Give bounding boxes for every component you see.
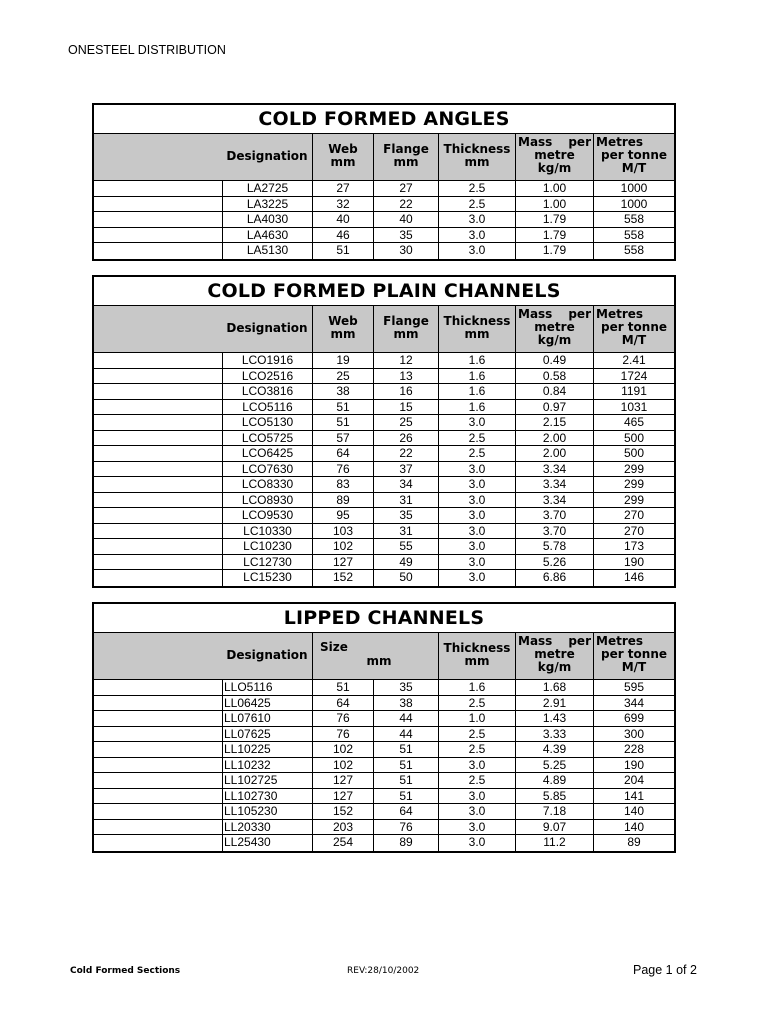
col-mass: Mass per metre kg/m (515, 134, 593, 180)
cell-fl: 44 (373, 727, 438, 742)
cell-ms: 0.58 (515, 369, 593, 384)
cell-mt: 465 (593, 415, 674, 430)
cell-ms: 0.49 (515, 353, 593, 368)
table-row (94, 742, 674, 758)
cell-fl: 26 (373, 431, 438, 446)
cell-ms: 3.34 (515, 493, 593, 508)
cell-th: 3.0 (438, 477, 515, 492)
table-row (94, 727, 674, 743)
cell-ms: 2.15 (515, 415, 593, 430)
cell-ms: 1.79 (515, 228, 593, 243)
cell-web: 89 (312, 493, 373, 508)
cell-web: 19 (312, 353, 373, 368)
cell-th: 2.5 (438, 727, 515, 742)
cell-web: 152 (312, 804, 373, 819)
cell-mt: 299 (593, 477, 674, 492)
cell-fl: 38 (373, 696, 438, 711)
cell-fl: 16 (373, 384, 438, 399)
cell-des: LC15230 (222, 570, 312, 586)
cell-th: 3.0 (438, 524, 515, 539)
cell-des: LA4630 (222, 228, 312, 243)
table-row (94, 446, 674, 462)
cell-web: 57 (312, 431, 373, 446)
cell-mt: 1191 (593, 384, 674, 399)
cell-mt: 1000 (593, 181, 674, 196)
cell-fl: 40 (373, 212, 438, 227)
cell-mt: 140 (593, 820, 674, 835)
table-row (94, 400, 674, 416)
cell-fl: 51 (373, 758, 438, 773)
col-web: Web mm (312, 306, 373, 352)
cell-fl: 35 (373, 680, 438, 695)
plain-channels-header (94, 306, 674, 353)
cell-web: 127 (312, 789, 373, 804)
cell-des: LC10330 (222, 524, 312, 539)
plain-channels-table (92, 275, 676, 588)
table-row (94, 789, 674, 805)
cell-mt: 1031 (593, 400, 674, 415)
cell-ms: 1.79 (515, 212, 593, 227)
cell-th: 2.5 (438, 696, 515, 711)
cell-mt: 190 (593, 758, 674, 773)
table-row (94, 508, 674, 524)
table-row (94, 555, 674, 571)
cell-th: 3.0 (438, 804, 515, 819)
cell-ms: 3.34 (515, 477, 593, 492)
cell-des: LCO8330 (222, 477, 312, 492)
cell-th: 3.0 (438, 758, 515, 773)
cell-des: LCO2516 (222, 369, 312, 384)
cell-des: LL102725 (222, 773, 312, 788)
cell-des: LA2725 (222, 181, 312, 196)
cell-mt: 500 (593, 446, 674, 461)
cell-ms: 11.2 (515, 835, 593, 851)
cell-ms: 5.25 (515, 758, 593, 773)
cell-des: LA5130 (222, 243, 312, 259)
cell-ms: 7.18 (515, 804, 593, 819)
cell-web: 102 (312, 758, 373, 773)
cell-fl: 50 (373, 570, 438, 586)
plain-channels-body (94, 353, 674, 586)
cell-des: LL20330 (222, 820, 312, 835)
cell-fl: 31 (373, 493, 438, 508)
cell-fl: 34 (373, 477, 438, 492)
cell-th: 2.5 (438, 197, 515, 212)
cell-th: 3.0 (438, 228, 515, 243)
cell-th: 3.0 (438, 493, 515, 508)
table-row (94, 415, 674, 431)
cell-web: 102 (312, 539, 373, 554)
cell-des: LL25430 (222, 835, 312, 851)
cell-mt: 595 (593, 680, 674, 695)
col-designation: Designation (226, 321, 308, 335)
cell-mt: 1724 (593, 369, 674, 384)
cell-ms: 2.00 (515, 446, 593, 461)
cell-th: 2.5 (438, 431, 515, 446)
col-flange: Flange mm (373, 306, 438, 352)
cell-des: LC12730 (222, 555, 312, 570)
cell-des: LC10230 (222, 539, 312, 554)
angles-body (94, 181, 674, 259)
cell-web: 40 (312, 212, 373, 227)
cell-th: 1.6 (438, 400, 515, 415)
col-thickness: Thickness mm (438, 134, 515, 180)
footer-doc-title: Cold Formed Sections (70, 966, 181, 976)
cell-web: 25 (312, 369, 373, 384)
table-row (94, 197, 674, 213)
cell-des: LCO6425 (222, 446, 312, 461)
cell-th: 3.0 (438, 820, 515, 835)
cell-web: 102 (312, 742, 373, 757)
cell-ms: 4.89 (515, 773, 593, 788)
cell-fl: 35 (373, 508, 438, 523)
cell-th: 1.6 (438, 384, 515, 399)
cell-web: 203 (312, 820, 373, 835)
cell-mt: 558 (593, 228, 674, 243)
col-mass: Mass per metre kg/m (515, 306, 593, 352)
cell-des: LL10225 (222, 742, 312, 757)
cell-web: 127 (312, 773, 373, 788)
table-row (94, 181, 674, 197)
cell-ms: 2.91 (515, 696, 593, 711)
cell-ms: 3.34 (515, 462, 593, 477)
cell-mt: 500 (593, 431, 674, 446)
cell-web: 46 (312, 228, 373, 243)
col-metres: Metres per tonne M/T (593, 134, 674, 180)
cell-ms: 5.78 (515, 539, 593, 554)
cell-des: LCO5725 (222, 431, 312, 446)
angles-table (92, 103, 676, 261)
cell-th: 3.0 (438, 835, 515, 851)
cell-ms: 1.00 (515, 181, 593, 196)
cell-th: 3.0 (438, 462, 515, 477)
cell-fl: 27 (373, 181, 438, 196)
cell-web: 51 (312, 243, 373, 259)
cell-fl: 55 (373, 539, 438, 554)
cell-mt: 699 (593, 711, 674, 726)
cell-web: 76 (312, 462, 373, 477)
cell-mt: 140 (593, 804, 674, 819)
cell-web: 64 (312, 696, 373, 711)
cell-mt: 204 (593, 773, 674, 788)
cell-th: 3.0 (438, 539, 515, 554)
cell-des: LL102730 (222, 789, 312, 804)
col-designation: Designation (226, 648, 308, 662)
cell-ms: 4.39 (515, 742, 593, 757)
cell-fl: 76 (373, 820, 438, 835)
cell-ms: 6.86 (515, 570, 593, 586)
cell-mt: 1000 (593, 197, 674, 212)
table-row (94, 835, 674, 851)
footer-revision: REV:28/10/2002 (347, 966, 420, 976)
cell-mt: 228 (593, 742, 674, 757)
cell-des: LA4030 (222, 212, 312, 227)
table-row (94, 820, 674, 836)
cell-ms: 3.33 (515, 727, 593, 742)
cell-web: 38 (312, 384, 373, 399)
cell-th: 1.0 (438, 711, 515, 726)
table-row (94, 758, 674, 774)
cell-ms: 9.07 (515, 820, 593, 835)
col-size: Size mm (312, 633, 438, 679)
col-thickness: Thickness mm (438, 633, 515, 679)
cell-mt: 299 (593, 493, 674, 508)
cell-fl: 31 (373, 524, 438, 539)
cell-ms: 1.68 (515, 680, 593, 695)
plain-channels-title: COLD FORMED PLAIN CHANNELS (94, 277, 674, 306)
table-row (94, 431, 674, 447)
cell-des: LL105230 (222, 804, 312, 819)
cell-web: 51 (312, 415, 373, 430)
cell-ms: 0.97 (515, 400, 593, 415)
cell-web: 152 (312, 570, 373, 586)
cell-fl: 37 (373, 462, 438, 477)
cell-th: 3.0 (438, 570, 515, 586)
cell-des: LL10232 (222, 758, 312, 773)
cell-mt: 558 (593, 212, 674, 227)
cell-fl: 49 (373, 555, 438, 570)
table-row (94, 212, 674, 228)
table-row (94, 804, 674, 820)
cell-fl: 22 (373, 446, 438, 461)
cell-des: LCO5130 (222, 415, 312, 430)
cell-fl: 30 (373, 243, 438, 259)
cell-web: 64 (312, 446, 373, 461)
cell-th: 2.5 (438, 181, 515, 196)
cell-th: 1.6 (438, 680, 515, 695)
col-metres: Metres per tonne M/T (593, 633, 674, 679)
cell-ms: 1.00 (515, 197, 593, 212)
cell-th: 1.6 (438, 353, 515, 368)
cell-mt: 2.41 (593, 353, 674, 368)
lipped-channels-table (92, 602, 676, 853)
cell-ms: 5.85 (515, 789, 593, 804)
table-row (94, 539, 674, 555)
cell-mt: 344 (593, 696, 674, 711)
col-thickness: Thickness mm (438, 306, 515, 352)
cell-th: 1.6 (438, 369, 515, 384)
table-row (94, 228, 674, 244)
angles-title: COLD FORMED ANGLES (94, 105, 674, 134)
cell-web: 103 (312, 524, 373, 539)
col-flange: Flange mm (373, 134, 438, 180)
table-row (94, 243, 674, 259)
cell-fl: 22 (373, 197, 438, 212)
table-row (94, 711, 674, 727)
cell-mt: 558 (593, 243, 674, 259)
footer-page-number: Page 1 of 2 (633, 963, 697, 977)
cell-th: 3.0 (438, 555, 515, 570)
cell-fl: 51 (373, 742, 438, 757)
cell-web: 76 (312, 727, 373, 742)
cell-des: LCO8930 (222, 493, 312, 508)
cell-web: 254 (312, 835, 373, 851)
cell-mt: 141 (593, 789, 674, 804)
table-row (94, 493, 674, 509)
cell-mt: 299 (593, 462, 674, 477)
cell-des: LCO5116 (222, 400, 312, 415)
cell-fl: 64 (373, 804, 438, 819)
cell-th: 3.0 (438, 212, 515, 227)
cell-mt: 270 (593, 524, 674, 539)
cell-mt: 300 (593, 727, 674, 742)
cell-fl: 25 (373, 415, 438, 430)
cell-mt: 89 (593, 835, 674, 851)
cell-ms: 5.26 (515, 555, 593, 570)
cell-fl: 51 (373, 789, 438, 804)
cell-th: 3.0 (438, 508, 515, 523)
cell-mt: 146 (593, 570, 674, 586)
cell-fl: 13 (373, 369, 438, 384)
cell-des: LL06425 (222, 696, 312, 711)
table-row (94, 353, 674, 369)
cell-fl: 12 (373, 353, 438, 368)
cell-fl: 44 (373, 711, 438, 726)
lipped-channels-title: LIPPED CHANNELS (94, 604, 674, 633)
cell-fl: 89 (373, 835, 438, 851)
cell-des: LCO1916 (222, 353, 312, 368)
table-row (94, 773, 674, 789)
table-row (94, 696, 674, 712)
table-row (94, 680, 674, 696)
cell-web: 51 (312, 680, 373, 695)
cell-ms: 1.43 (515, 711, 593, 726)
cell-des: LL07625 (222, 727, 312, 742)
cell-web: 127 (312, 555, 373, 570)
cell-des: LCO9530 (222, 508, 312, 523)
table-row (94, 477, 674, 493)
lipped-channels-header (94, 633, 674, 680)
col-mass: Mass per metre kg/m (515, 633, 593, 679)
cell-des: LLO5116 (222, 680, 312, 695)
cell-web: 83 (312, 477, 373, 492)
cell-th: 3.0 (438, 415, 515, 430)
col-designation: Designation (226, 149, 308, 163)
cell-web: 51 (312, 400, 373, 415)
cell-web: 76 (312, 711, 373, 726)
cell-th: 3.0 (438, 243, 515, 259)
cell-mt: 270 (593, 508, 674, 523)
cell-th: 2.5 (438, 446, 515, 461)
col-web: Web mm (312, 134, 373, 180)
cell-th: 2.5 (438, 773, 515, 788)
table-row (94, 462, 674, 478)
cell-des: LCO3816 (222, 384, 312, 399)
cell-th: 3.0 (438, 789, 515, 804)
table-row (94, 369, 674, 385)
cell-ms: 0.84 (515, 384, 593, 399)
cell-ms: 2.00 (515, 431, 593, 446)
cell-mt: 190 (593, 555, 674, 570)
lipped-channels-body (94, 680, 674, 851)
angles-header (94, 134, 674, 181)
cell-web: 95 (312, 508, 373, 523)
cell-fl: 35 (373, 228, 438, 243)
cell-fl: 51 (373, 773, 438, 788)
cell-des: LL07610 (222, 711, 312, 726)
table-row (94, 570, 674, 586)
cell-mt: 173 (593, 539, 674, 554)
cell-web: 27 (312, 181, 373, 196)
cell-ms: 3.70 (515, 508, 593, 523)
cell-ms: 1.79 (515, 243, 593, 259)
table-row (94, 524, 674, 540)
cell-ms: 3.70 (515, 524, 593, 539)
col-metres: Metres per tonne M/T (593, 306, 674, 352)
table-row (94, 384, 674, 400)
cell-th: 2.5 (438, 742, 515, 757)
company-name: ONESTEEL DISTRIBUTION (68, 43, 226, 57)
cell-des: LCO7630 (222, 462, 312, 477)
cell-des: LA3225 (222, 197, 312, 212)
cell-fl: 15 (373, 400, 438, 415)
cell-web: 32 (312, 197, 373, 212)
